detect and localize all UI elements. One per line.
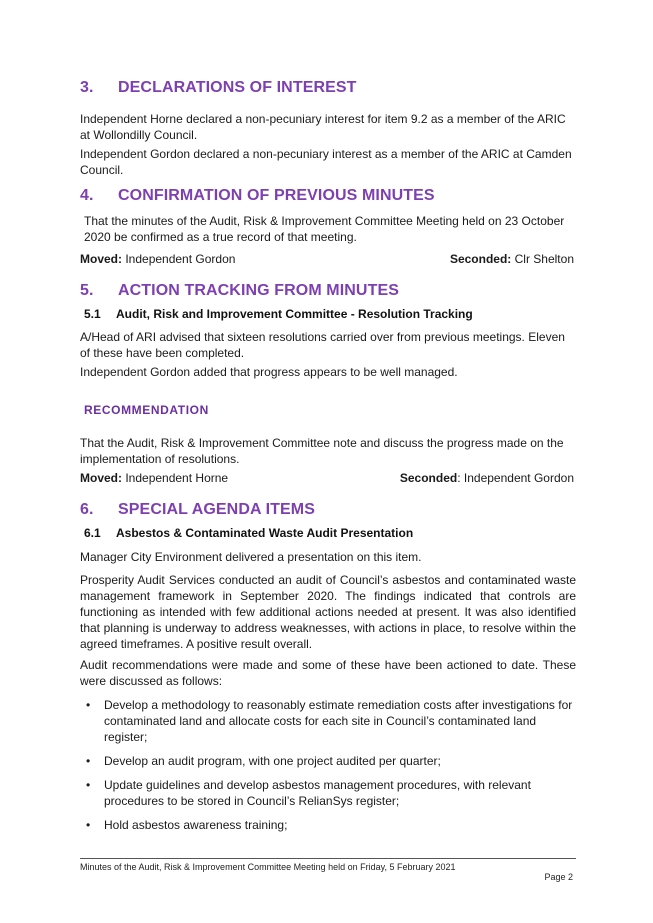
- footer-text: Minutes of the Audit, Risk & Improvement Committee Meeting held on Friday, 5 February 2021: [80, 862, 456, 872]
- section-3-paragraph-1: Independent Horne declared a non-pecuniary interest for item 9.2 as a member of the ARIC at Wollondilly Council.: [80, 112, 566, 142]
- section-3-paragraph-2: Independent Gordon declared a non-pecuniary interest as a member of the ARIC at Camden Council.: [80, 147, 572, 177]
- recommendations-list: [80, 697, 576, 841]
- section-5-paragraph-2: Independent Gordon added that progress appears to be well managed.: [80, 365, 458, 379]
- bullet-icon: •: [86, 778, 91, 792]
- seconded-line: Seconded: Clr Shelton: [449, 252, 574, 266]
- section-5-paragraph-1: A/Head of ARI advised that sixteen resolutions carried over from previous meetings. Eleven of these have been completed.: [80, 330, 565, 360]
- section-6-heading: 6. SPECIAL AGENDA ITEMS: [80, 501, 315, 518]
- list-item: • Hold asbestos awareness training;: [86, 818, 288, 832]
- list-item: • Develop an audit program, with one project audited per quarter;: [86, 754, 441, 768]
- section-4-moved-seconded: [80, 251, 574, 267]
- section-6-1-heading: 6.1 Asbestos & Contaminated Waste Audit Presentation: [84, 526, 414, 540]
- seconded-line: Seconded: Independent Gordon: [399, 471, 574, 485]
- section-4-paragraph: That the minutes of the Audit, Risk & Improvement Committee Meeting held on 23 October 2020 be confirmed as a true record of that meeting.: [84, 214, 565, 244]
- section-4-heading: 4. CONFIRMATION OF PREVIOUS MINUTES: [80, 187, 435, 204]
- list-item: • Update guidelines and develop asbestos management procedures, with relevant procedures to be stored in Council’s RelianSys register;: [86, 778, 531, 808]
- page-number: Page 2: [544, 872, 573, 882]
- section-6-paragraph-1: Manager City Environment delivered a presentation on this item.: [80, 550, 422, 564]
- section-5-moved-seconded: [80, 470, 574, 486]
- moved-line: Moved: Independent Gordon: [80, 252, 236, 266]
- footer-divider: [80, 858, 576, 859]
- section-3-heading: 3. DECLARATIONS OF INTEREST: [80, 79, 357, 96]
- bullet-icon: •: [86, 698, 91, 712]
- bullet-icon: •: [86, 818, 91, 832]
- section-5-heading: 5. ACTION TRACKING FROM MINUTES: [80, 282, 400, 299]
- bullet-icon: •: [86, 754, 91, 768]
- moved-line: Moved: Independent Horne: [80, 471, 229, 485]
- section-5-1-heading: 5.1 Audit, Risk and Improvement Committee - Resolution Tracking: [84, 307, 473, 321]
- section-6-paragraph-2: Prosperity Audit Services conducted an audit of Council’s asbestos and contaminated waste management framework in September 2020. The findings indicated that controls are functioning as intended with few additional actions needed at present. It was also identified that planning is underway to address weaknesses, with actions in place, to resolve within the agreed timeframes. A positive result overall.: [80, 573, 576, 651]
- recommendation-text: That the Audit, Risk & Improvement Committee note and discuss the progress made on the implementation of resolutions.: [80, 436, 564, 466]
- section-6-paragraph-3: Audit recommendations were made and some of these have been actioned to date. These were discussed as follows:: [80, 658, 576, 688]
- recommendation-heading: RECOMMENDATION: [84, 403, 209, 417]
- list-item: • Develop a methodology to reasonably estimate remediation costs after investigations for contaminated land and allocate costs for each site in Council’s contaminated land register;: [86, 698, 573, 744]
